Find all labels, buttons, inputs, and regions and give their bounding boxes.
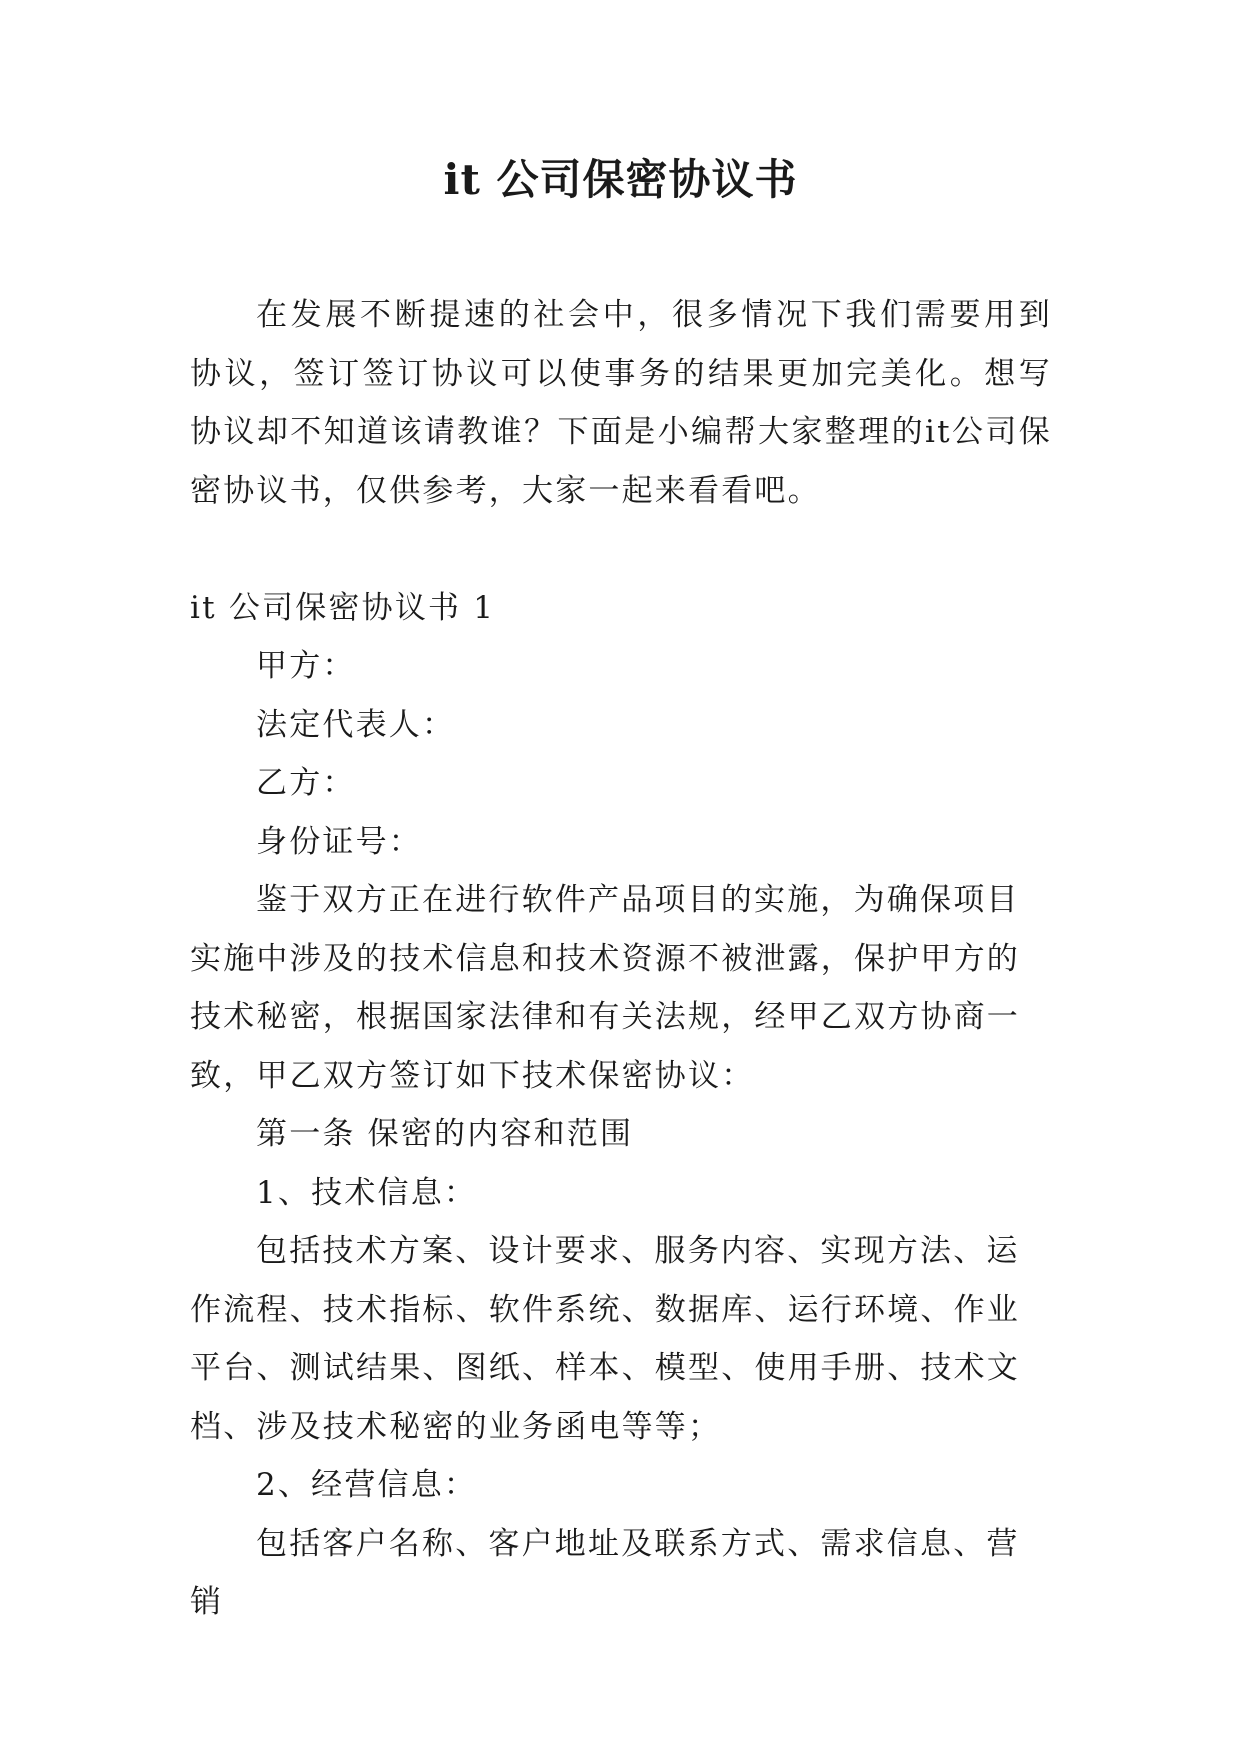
document-body <box>190 286 1052 1632</box>
section-title: it 公司保密协议书 1 <box>190 589 496 626</box>
id-number-label: 身份证号： <box>256 823 422 860</box>
party-b-label: 乙方： <box>256 765 356 801</box>
item-1-content: 包括技术方案、设计要求、服务内容、实现方法、运作流程、技术指标、软件系统、数据库、运行环境、作业平台、测试结果、图纸、样本、模型、使用手册、技术文档、涉及技术秘密的业务函电等等； <box>190 1233 1020 1445</box>
legal-representative-label: 法定代表人： <box>256 706 456 743</box>
intro-paragraph: 在发展不断提速的社会中，很多情况下我们需要用到协议，签订签订协议可以使事务的结果更加完美化。想写协议却不知道该请教谁？下面是小编帮大家整理的it公司保密协议书，仅供参考，大家一起来看看吧。 <box>190 297 1052 509</box>
preamble-paragraph: 鉴于双方正在进行软件产品项目的实施，为确保项目实施中涉及的技术信息和技术资源不被泄露，保护甲方的技术秘密，根据国家法律和有关法规，经甲乙双方协商一致，甲乙双方签订如下技术保密协议： <box>190 882 1020 1094</box>
article-1-title: 第一条 保密的内容和范围 <box>256 1116 634 1152</box>
item-1-title: 1、技术信息： <box>256 1174 478 1211</box>
document-title: it 公司保密协议书 <box>443 155 798 204</box>
item-2-title: 2、经营信息： <box>256 1467 478 1503</box>
paragraph-spacer <box>190 520 1052 579</box>
party-a-label: 甲方： <box>256 648 356 684</box>
item-2-content: 包括客户名称、客户地址及联系方式、需求信息、营销 <box>190 1525 1020 1620</box>
